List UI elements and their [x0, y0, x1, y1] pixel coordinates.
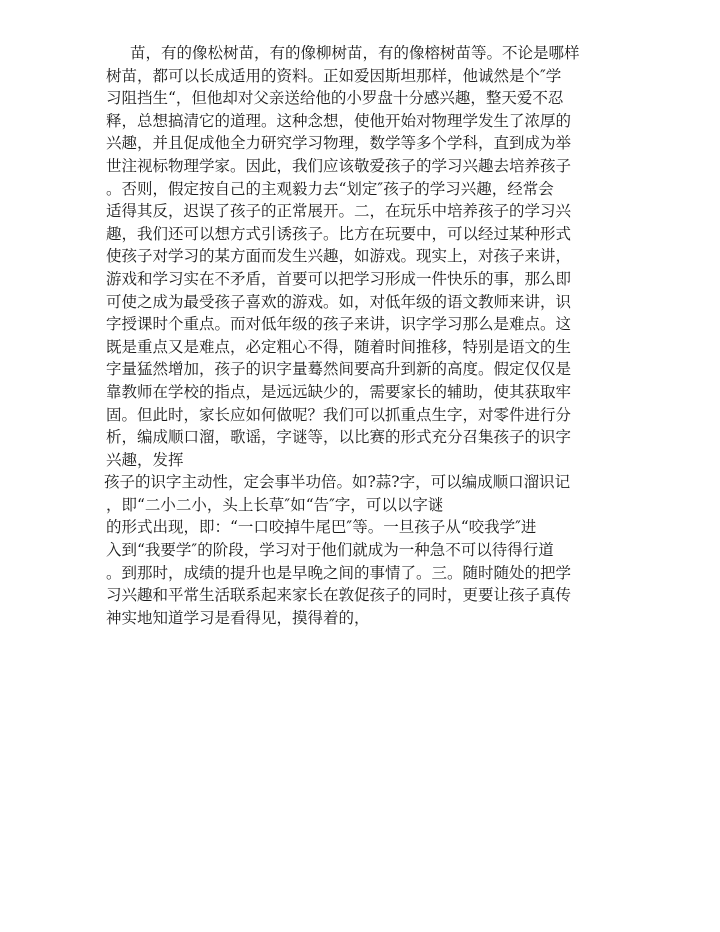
text-line-17: 固。但此时，家长应如何做呢？我们可以抓重点生字，对零件进行分 — [106, 405, 572, 424]
text-line-21: ，即“二小二小，头上长草″如“告″字，可以以字谜 — [106, 495, 444, 514]
text-line-1: 苗，有的像松树苗，有的像柳树苗，有的像榕树苗等。不论是哪样 — [130, 44, 580, 62]
text-line-11: 游戏和学习实在不矛盾，首要可以把学习形成一件快乐的事，那么即 — [106, 269, 572, 288]
text-line-4: 释，总想搞清它的道理。这种念想，使他开始对物理学发生了浓厚的 — [106, 111, 572, 130]
text-line-5: 兴趣，并且促成他全力研究学习物理，数学等多个学科，直到成为举 — [106, 134, 572, 153]
text-line-6: 世注视标物理学家。因此，我们应该敬爱孩子的学习兴趣去培养孩子 — [106, 156, 572, 175]
text-line-7: 。否则，假定按自己的主观毅力去“划定″孩子的学习兴趣，经常会 — [106, 179, 554, 198]
text-line-13: 字授课时个重点。而对低年级的孩子来讲，识字学习那么是难点。这 — [106, 315, 572, 334]
text-line-12: 可使之成为最受孩子喜欢的游戏。如，对低年级的语文教师来讲，识 — [106, 292, 572, 311]
text-line-2: 树苗，都可以长成适用的资料。正如爱因斯坦那样，他诚然是个″学 — [106, 66, 562, 85]
text-line-15: 字量猛然增加，孩子的识字量蓦然间要高升到新的高度。假定仅仅是 — [106, 360, 572, 379]
text-line-22: 的形式出现，即：“一口咬掉牛尾巴″等。一旦孩子从“咬我学″进 — [106, 518, 537, 537]
text-line-8: 适得其反，迟误了孩子的正常展开。二，在玩乐中培养孩子的学习兴 — [106, 202, 572, 221]
text-line-26: 神实地知道学习是看得见，摸得着的， — [106, 608, 370, 627]
text-line-20: 孩子的识字主动性，定会事半功倍。如?蒜?字，可以编成顺口溜识记 — [104, 473, 571, 492]
text-line-25: 习兴趣和平常生活联系起来家长在敦促孩子的同时，更要让孩子真传 — [106, 586, 572, 605]
text-line-24: 。到那时，成绩的提升也是早晚之间的事情了。三。随时随处的把学 — [106, 563, 572, 582]
text-line-16: 靠教师在学校的指点，是远远缺少的，需要家长的辅助，使其获取牢 — [106, 382, 572, 401]
text-line-14: 既是重点又是难点，必定粗心不得，随着时间推移，特别是语文的生 — [106, 337, 572, 356]
body-text — [104, 42, 580, 629]
text-line-10: 使孩子对学习的某方面而发生兴趣，如游戏。现实上，对孩子来讲， — [106, 247, 572, 266]
text-line-3: 习阻挡生“，但他却对父亲送给他的小罗盘十分感兴趣，整天爱不忍 — [106, 89, 564, 108]
text-line-9: 趣，我们还可以想方式引诱孩子。比方在玩要中，可以经过某种形式 — [106, 224, 572, 243]
text-line-18: 析，编成顺口溜，歌谣，字谜等，以比赛的形式充分召集孩子的识字 — [106, 428, 572, 447]
text-line-23: 入到“我要学″的阶段，学习对于他们就成为一种急不可以待得行道 — [106, 541, 554, 560]
text-line-19: 兴趣，发挥 — [106, 450, 184, 469]
